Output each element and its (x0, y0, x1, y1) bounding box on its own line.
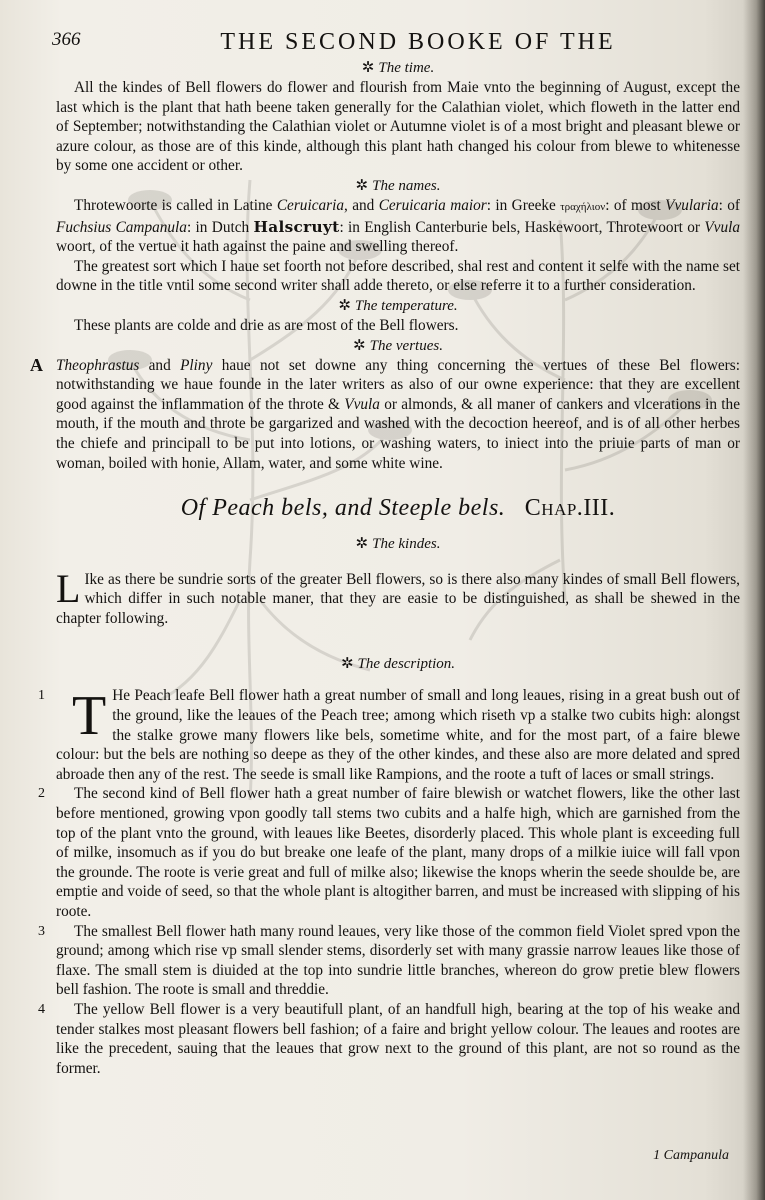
time-paragraph: All the kindes of Bell flowers do flower and flourish from Maie vnto the beginning of August, except the last which is the plant that hath beene taken generally for the Calathian violet, which floweth in the latter end of September; notwithstanding the Calathian violet or Autumne violet is of a most bright and pleasant blewe or azure colour, as those are of this kinde, although this plant hath changed his colour from blewe to whitenesse by some one accident or other. (56, 79, 740, 175)
vertues-paragraph: Theophrastus and Pliny haue not set downe any thing concerning the vertues of these Bel flowers: notwithstanding we haue founde in the later writers as also of our owne experience: that they are excellent good against the inflammation of the throte & Vvula or almonds, & all maner of cankers and vlcerations in the mouth, if the mouth and throte be gargarized and washed with the decoction heereof, and is of all other herbes the chiefe and principall to be put into lotions, or washing waters, to iniect into the priuie parts of man or woman, boiled with honie, Allam, water, and some white wine. (56, 356, 740, 472)
kindes-paragraph: L Ike as there be sundrie sorts of the greater Bell flowers, so is there also many kindes of small Bell flowers, which differ in such notable maner, that they are easie to be distinguished, as shall be shewed in the chapter following. (56, 565, 740, 627)
text-block (30, 28, 741, 1078)
description-item: 4 The yellow Bell flower is a very beautifull plant, of an handfull high, bearing at the top of his weake and tender stalkes most pleasant flowers bell fashion; of a faire and bright yellow colour. The leaues and rootes are like the precedent, sauing that the leaues that grow next to the ground of this plant, are not so round as the former. (38, 1000, 740, 1077)
item-number: 3 (38, 923, 45, 939)
item-number: 2 (38, 786, 45, 802)
description-item: 2 The second kind of Bell flower hath a great number of faire blewish or watchet flowers, like the other last before mentioned, growing vpon goodly tall stems two cubits and a halfe high, which are garnished from the top of the plant vnto the ground, with leaues like Beetes, disorderly placed. This whole plant is exceeding full of milke, insomuch as if you do but breake one leafe of the plant, many drops of a milkie iuice will fall vpon the grounde. The roote is verie great and full of milke also; likewise the knops wherin the seede shoulde be, are emptie and voide of seed, so that the whole plant is altogither barren, and must be increased with slipping of his roote. (38, 785, 740, 920)
section-heading-description: ✲ The description. (340, 656, 456, 673)
asterisk-flower-icon: ✲ (353, 337, 366, 354)
marginal-letter-a: A (30, 354, 43, 375)
asterisk-flower-icon: ✲ (355, 177, 369, 194)
drop-cap-t: T (72, 685, 107, 748)
chapter-number: III. (583, 495, 616, 522)
asterisk-flower-icon: ✲ (338, 297, 351, 314)
page-number: 366 (52, 29, 81, 50)
item-number: 4 (38, 1001, 45, 1017)
section-heading-kindes: ✲ The kindes. (355, 535, 441, 552)
section-heading-names: ✲ The names. (355, 177, 441, 194)
chapter-label: Chap. (524, 495, 584, 522)
asterisk-flower-icon: ✲ (361, 60, 375, 76)
names-paragraph: Throtewoorte is called in Latine Ceruicaria, and Ceruicaria maior: in Greeke τραχήλιον: of most Vvularia: of Fuchsius Campanula: in Dutch Halscruyt: in English Canterburie bels, Haskewoort, Throtewoort or Vvula woort, of the vertue it hath against the paine and swelling thereof. (56, 196, 741, 256)
chapter-title: Of Peach bels, and Steeple bels. Chap.III. (180, 495, 616, 522)
description-item: 3 The smallest Bell flower hath many round leaues, very like those of the common field Violet spred vpon the ground; among which rise vp small slender stems, disorderly set with many grassie narrow leaues like those of flaxe. The small stem is diuided at the top into sundrie little branches, whereon do grow pretie blew flowers bell fashion. The roote is small and threddie. (38, 922, 740, 999)
temperature-paragraph: These plants are colde and drie as are most of the Bell flowers. (74, 316, 459, 334)
item-number: 1 (38, 688, 45, 704)
section-heading-time: ✲ The time. (361, 60, 435, 76)
section-heading-temperature: ✲ The temperature. (338, 297, 458, 314)
catchword: 1 Campanula (653, 1148, 729, 1163)
page-header (52, 28, 740, 58)
names-paragraph-2: The greatest sort which I haue set foorth not before described, shal rest and content it selfe with the name set downe in the title vntil some second writer shall adde thereto, or else referre it to a further consideration. (56, 257, 740, 295)
description-item: 1 T He Peach leafe Bell flower hath a great number of small and long leaues, rising in a great bush out of the ground, like the leaues of the Peach tree; among which riseth vp a stalke two cubits high: alongst the stalke growe many flowers like bels, sometime white, and for the most part, of a faire blewe colour: but the bels are nothing so deepe as they of the other kindes, and these also are more delated and spred abroade then any of the rest. The seede is small like Rampions, and the roote a tuft of laces or small strings. (38, 685, 740, 783)
vertues-block (30, 354, 740, 474)
dutch-name: Halscruyt (253, 217, 340, 236)
asterisk-flower-icon: ✲ (340, 656, 354, 673)
section-heading-vertues: ✲ The vertues. (353, 337, 443, 354)
running-head: THE SECOND BOOKE OF THE (220, 29, 616, 55)
drop-cap-l: L (56, 565, 81, 611)
page-edge-shadow (743, 0, 765, 1200)
asterisk-flower-icon: ✲ (355, 535, 369, 552)
